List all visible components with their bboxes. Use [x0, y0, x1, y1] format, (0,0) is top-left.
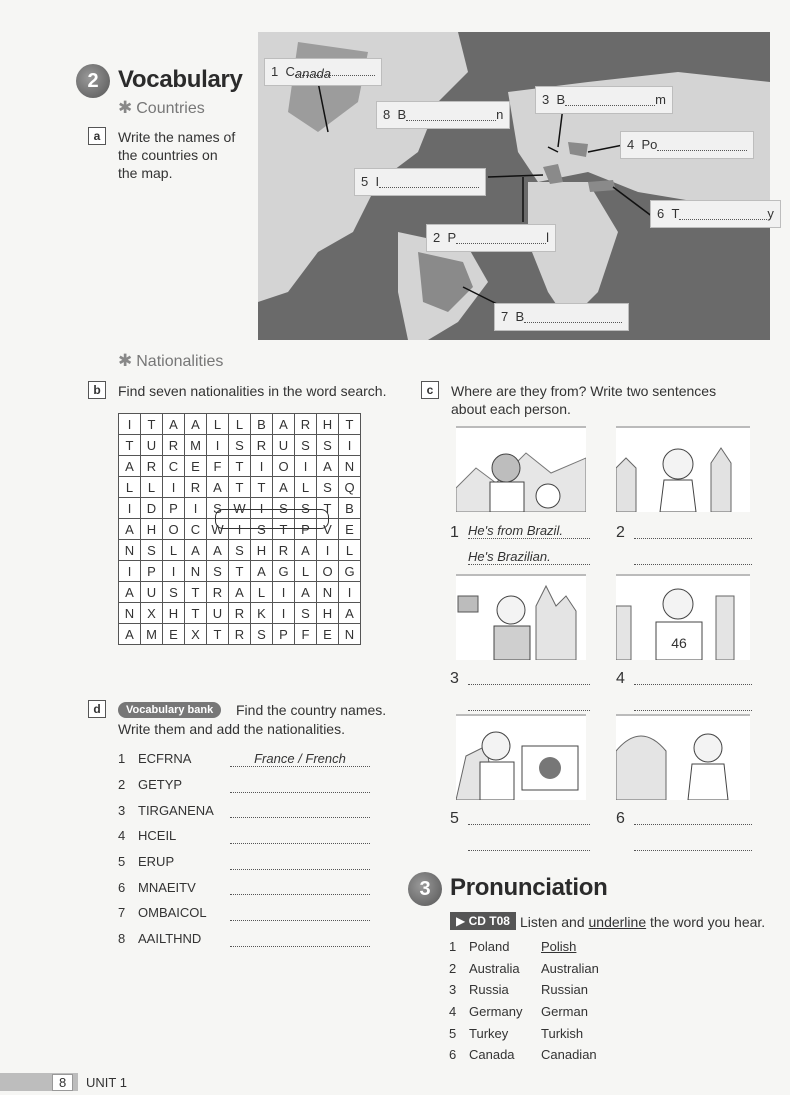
caption-2-number: 2 — [616, 524, 625, 541]
grid-cell[interactable]: M — [185, 435, 207, 456]
list-item: 3 TIRGANENA — [118, 797, 370, 823]
map-label-1: 1 Canada — [264, 58, 382, 86]
grid-cell[interactable]: U — [207, 603, 229, 624]
grid-cell[interactable]: L — [295, 561, 317, 582]
grid-cell[interactable]: A — [295, 582, 317, 603]
section-3-number: 3 — [408, 872, 442, 906]
answer-line[interactable] — [230, 931, 370, 947]
grid-cell[interactable]: F — [207, 456, 229, 477]
list-item: 1 ECFRNA France / French — [118, 746, 370, 772]
grid-cell[interactable]: S — [163, 582, 185, 603]
grid-row — [119, 582, 361, 603]
grid-cell[interactable]: A — [273, 414, 295, 435]
picture-brazil-boy — [456, 426, 586, 512]
vocabulary-bank-badge: Vocabulary bank — [118, 700, 221, 718]
grid-cell[interactable]: P — [141, 561, 163, 582]
grid-row — [119, 477, 361, 498]
grid-cell[interactable]: L — [119, 477, 141, 498]
grid-cell[interactable]: N — [339, 456, 361, 477]
grid-cell[interactable]: T — [229, 561, 251, 582]
answer-line[interactable] — [565, 91, 655, 106]
asterisk-icon: ✱ — [118, 98, 133, 117]
grid-cell[interactable]: L — [339, 540, 361, 561]
exercise-b-instruction: Find seven nationalities in the word search. — [118, 383, 387, 399]
list-item: 5 Turkey Turkish — [449, 1025, 584, 1041]
grid-cell[interactable]: S — [295, 435, 317, 456]
grid-cell[interactable]: I — [163, 477, 185, 498]
grid-cell[interactable]: F — [295, 624, 317, 645]
grid-cell[interactable]: I — [273, 582, 295, 603]
grid-cell[interactable]: A — [339, 603, 361, 624]
grid-cell[interactable]: M — [141, 624, 163, 645]
unit-label: UNIT 1 — [86, 1075, 127, 1090]
grid-cell[interactable]: H — [317, 603, 339, 624]
grid-cell[interactable]: T — [185, 582, 207, 603]
exercise-d-instruction-1: Find the country names. — [236, 702, 387, 718]
map-label-2: 2 P l — [426, 224, 556, 252]
grid-cell[interactable]: L — [229, 414, 251, 435]
exercise-c-instruction-2: about each person. — [451, 401, 571, 417]
caption-1-line-1[interactable]: He's from Brazil. — [468, 523, 590, 539]
grid-cell[interactable]: A — [119, 456, 141, 477]
caption-6-line-2[interactable] — [634, 835, 752, 851]
caption-5-line-2[interactable] — [468, 835, 590, 851]
cd-track[interactable]: ▶ CD T08 — [450, 912, 516, 930]
grid-cell[interactable]: I — [119, 498, 141, 519]
grid-cell[interactable]: B — [339, 498, 361, 519]
grid-cell[interactable]: R — [163, 435, 185, 456]
picture-japan-boy — [456, 714, 586, 800]
answer-line[interactable] — [406, 106, 496, 121]
answer-line[interactable]: anada — [295, 61, 375, 76]
grid-cell[interactable]: P — [273, 624, 295, 645]
grid-cell[interactable]: B — [251, 414, 273, 435]
exercise-d-list — [118, 746, 370, 952]
caption-1-line-2[interactable]: He's Brazilian. — [468, 549, 590, 565]
grid-cell[interactable]: N — [185, 561, 207, 582]
grid-cell[interactable]: T — [317, 498, 339, 519]
exercise-a-tag: a — [88, 127, 106, 145]
grid-cell[interactable]: H — [163, 603, 185, 624]
picture-russia-girl — [616, 426, 750, 512]
grid-cell[interactable]: I — [119, 561, 141, 582]
grid-cell[interactable]: X — [185, 624, 207, 645]
grid-cell[interactable]: D — [141, 498, 163, 519]
grid-cell[interactable]: W — [229, 498, 251, 519]
grid-cell[interactable]: U — [141, 582, 163, 603]
grid-cell[interactable]: R — [273, 540, 295, 561]
exercise-a-instruction: Write the names of the countries on the map. — [118, 129, 236, 181]
grid-cell[interactable]: I — [251, 498, 273, 519]
grid-row — [119, 603, 361, 624]
grid-cell[interactable]: A — [295, 540, 317, 561]
answer-line[interactable] — [230, 802, 370, 818]
grid-cell[interactable]: L — [251, 582, 273, 603]
grid-cell[interactable]: R — [251, 435, 273, 456]
grid-cell[interactable]: I — [317, 540, 339, 561]
grid-cell[interactable]: A — [185, 540, 207, 561]
grid-cell[interactable]: A — [119, 519, 141, 540]
grid-cell[interactable]: O — [317, 561, 339, 582]
grid-cell[interactable]: N — [317, 582, 339, 603]
grid-cell[interactable]: S — [317, 477, 339, 498]
grid-cell[interactable]: R — [141, 456, 163, 477]
grid-cell[interactable]: P — [163, 498, 185, 519]
nationalities-subtitle: ✱ Nationalities — [118, 351, 224, 370]
asterisk-icon: ✱ — [118, 351, 133, 370]
grid-cell[interactable]: G — [273, 561, 295, 582]
caption-4-line-1[interactable] — [634, 669, 752, 685]
pronunciation-list — [449, 936, 649, 1066]
caption-3-line-1[interactable] — [468, 669, 590, 685]
grid-cell[interactable]: L — [141, 477, 163, 498]
exercise-c-tag: c — [421, 381, 439, 399]
list-item: 6 Canada Canadian — [449, 1047, 597, 1063]
grid-cell[interactable]: A — [163, 414, 185, 435]
grid-cell[interactable]: S — [229, 540, 251, 561]
caption-3-number: 3 — [450, 670, 459, 687]
map-label-4: 4 Po — [620, 131, 754, 159]
grid-cell[interactable]: S — [251, 624, 273, 645]
grid-cell[interactable]: T — [229, 456, 251, 477]
exercise-d-instruction-2: Write them and add the nationalities. — [118, 721, 345, 737]
grid-cell[interactable]: N — [119, 540, 141, 561]
list-item: 4 HCEIL — [118, 823, 370, 849]
answer-line[interactable] — [657, 136, 747, 151]
grid-cell[interactable]: C — [163, 456, 185, 477]
grid-cell[interactable]: S — [273, 498, 295, 519]
caption-5-line-1[interactable] — [468, 809, 590, 825]
map-label-8: 8 B n — [376, 101, 510, 129]
grid-cell[interactable]: E — [185, 456, 207, 477]
grid-cell[interactable]: S — [229, 435, 251, 456]
grid-cell[interactable]: W — [207, 519, 229, 540]
grid-cell[interactable]: A — [251, 561, 273, 582]
grid-cell[interactable]: T — [339, 414, 361, 435]
map-label-3: 3 B m — [535, 86, 673, 114]
grid-cell[interactable]: I — [339, 582, 361, 603]
grid-cell[interactable]: U — [141, 435, 163, 456]
list-item: 7 OMBAICOL — [118, 900, 370, 926]
turkey-shape — [588, 180, 616, 192]
answer-line[interactable] — [230, 777, 370, 793]
grid-cell[interactable]: A — [207, 477, 229, 498]
grid-cell[interactable]: A — [317, 456, 339, 477]
answer-line[interactable] — [230, 854, 370, 870]
map-label-7: 7 B — [494, 303, 629, 331]
grid-cell[interactable]: I — [163, 561, 185, 582]
grid-cell[interactable]: S — [251, 519, 273, 540]
caption-5-number: 5 — [450, 810, 459, 827]
shirt-number: 46 — [671, 635, 687, 651]
grid-cell[interactable]: I — [295, 456, 317, 477]
grid-cell[interactable]: I — [273, 603, 295, 624]
caption-4-number: 4 — [616, 670, 625, 687]
grid-cell[interactable]: T — [185, 603, 207, 624]
picture-turkey-girl — [616, 714, 750, 800]
exercise-c-instruction-1: Where are they from? Write two sentences — [451, 383, 717, 399]
list-item: 4 Germany German — [449, 1004, 588, 1020]
section-3-title: Pronunciation — [450, 874, 608, 901]
list-item: 5 ERUP — [118, 849, 370, 875]
grid-cell[interactable]: I — [119, 414, 141, 435]
answer-line[interactable] — [456, 229, 546, 244]
grid-row — [119, 435, 361, 456]
grid-cell[interactable]: I — [339, 435, 361, 456]
grid-row — [119, 414, 361, 435]
grid-cell[interactable]: S — [295, 603, 317, 624]
answer-line[interactable] — [230, 905, 370, 921]
caption-2-line-1[interactable] — [634, 523, 752, 539]
grid-cell[interactable]: C — [185, 519, 207, 540]
grid-cell[interactable]: T — [207, 624, 229, 645]
grid-cell[interactable]: G — [339, 561, 361, 582]
grid-cell[interactable]: I — [251, 456, 273, 477]
grid-cell[interactable]: H — [141, 519, 163, 540]
grid-cell[interactable]: R — [207, 582, 229, 603]
grid-cell[interactable]: R — [185, 477, 207, 498]
answer-line[interactable] — [230, 828, 370, 844]
grid-cell[interactable]: T — [229, 477, 251, 498]
grid-cell[interactable]: R — [229, 603, 251, 624]
grid-cell[interactable]: Q — [339, 477, 361, 498]
list-item: 1 Poland Polish — [449, 939, 577, 955]
list-item: 2 Australia Australian — [449, 960, 599, 976]
grid-cell[interactable]: E — [317, 624, 339, 645]
grid-row — [119, 456, 361, 477]
swiss-circle — [215, 509, 329, 529]
list-item: 8 AAILTHND — [118, 926, 370, 952]
caption-6-line-1[interactable] — [634, 809, 752, 825]
grid-cell[interactable]: E — [163, 624, 185, 645]
grid-cell[interactable]: R — [295, 414, 317, 435]
answer-line[interactable] — [230, 879, 370, 895]
picture-usa-boy — [616, 574, 750, 660]
caption-4-line-2[interactable] — [634, 695, 752, 711]
grid-cell[interactable]: N — [339, 624, 361, 645]
grid-cell[interactable]: S — [207, 498, 229, 519]
grid-cell[interactable]: N — [119, 603, 141, 624]
grid-cell[interactable]: S — [207, 561, 229, 582]
grid-cell[interactable]: H — [251, 540, 273, 561]
grid-cell[interactable]: A — [119, 624, 141, 645]
grid-cell[interactable]: T — [141, 414, 163, 435]
grid-cell[interactable]: K — [251, 603, 273, 624]
grid-cell[interactable]: E — [339, 519, 361, 540]
caption-3-line-2[interactable] — [468, 695, 590, 711]
answer-line[interactable] — [524, 308, 622, 323]
grid-cell[interactable]: T — [251, 477, 273, 498]
grid-cell[interactable]: S — [141, 540, 163, 561]
grid-cell[interactable]: H — [317, 414, 339, 435]
grid-cell[interactable]: L — [295, 477, 317, 498]
exercise-b-tag: b — [88, 381, 106, 399]
grid-cell[interactable]: L — [163, 540, 185, 561]
map-label-5: 5 I — [354, 168, 486, 196]
word-search — [118, 413, 361, 645]
grid-row — [119, 561, 361, 582]
grid-cell[interactable]: A — [185, 414, 207, 435]
caption-2-line-2[interactable] — [634, 549, 752, 565]
play-icon: ▶ — [456, 914, 466, 928]
picture-spain-boy — [456, 574, 586, 660]
answer-line[interactable]: France / French — [230, 751, 370, 767]
list-item: 2 GETYP — [118, 772, 370, 798]
grid-cell[interactable]: T — [273, 519, 295, 540]
grid-cell[interactable]: I — [229, 519, 251, 540]
grid-cell[interactable]: A — [229, 582, 251, 603]
grid-cell[interactable]: U — [273, 435, 295, 456]
caption-1-number: 1 — [450, 524, 459, 541]
pronunciation-instruction: Listen and underline the word you hear. — [520, 914, 766, 930]
grid-cell[interactable]: I — [185, 498, 207, 519]
exercise-d-tag: d — [88, 700, 106, 718]
grid-cell[interactable]: A — [207, 540, 229, 561]
grid-cell[interactable]: V — [317, 519, 339, 540]
grid-cell[interactable]: O — [273, 456, 295, 477]
grid-cell[interactable]: P — [295, 519, 317, 540]
grid-cell[interactable]: I — [207, 435, 229, 456]
grid-cell[interactable]: R — [229, 624, 251, 645]
grid-cell[interactable]: S — [295, 498, 317, 519]
answer-line[interactable] — [379, 173, 479, 188]
grid-cell[interactable]: A — [273, 477, 295, 498]
page-number: 8 — [52, 1074, 73, 1091]
section-2-number: 2 — [76, 64, 110, 98]
answer-line[interactable] — [679, 205, 767, 220]
list-item: 3 Russia Russian — [449, 982, 588, 998]
grid-row — [119, 624, 361, 645]
grid-cell[interactable]: O — [163, 519, 185, 540]
word-search-grid — [118, 413, 361, 645]
grid-row — [119, 540, 361, 561]
grid-cell[interactable]: T — [119, 435, 141, 456]
caption-6-number: 6 — [616, 810, 625, 827]
list-item: 6 MNAEITV — [118, 874, 370, 900]
countries-subtitle: ✱ Countries — [118, 98, 205, 117]
grid-cell[interactable]: L — [207, 414, 229, 435]
grid-cell[interactable]: A — [119, 582, 141, 603]
section-2-title: Vocabulary — [118, 66, 243, 93]
grid-cell[interactable]: S — [317, 435, 339, 456]
grid-cell[interactable]: X — [141, 603, 163, 624]
map-label-6: 6 T y — [650, 200, 781, 228]
